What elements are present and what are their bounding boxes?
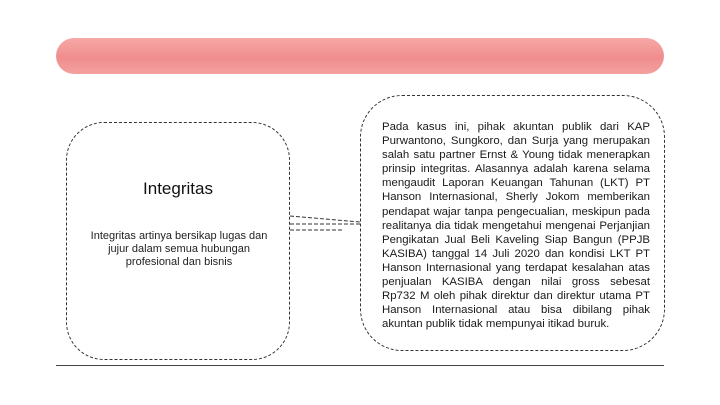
connector-lines [290, 214, 362, 234]
connector-line-top [290, 216, 360, 222]
card-description: Integritas artinya bersikap lugas dan jujur dalam semua hubungan profesional dan bisnis [90, 230, 268, 268]
case-explanation-text: Pada kasus ini, pihak akuntan publik dari KAP Purwantono, Sungkoro, dan Surja yang merupakan salah satu partner Ernst & Young tidak menerapkan prinsip integritas. Alasannya adalah karena selama mengaudit Laporan Keuangan Tahunan (LKT) PT Hanson Internasional, Sherly Jokom memberikan pendapat wajar tanpa pengecualian, meskipun pada realitanya dia tidak mengetahui mengenai Perjanjian Pengikatan Jual Beli Kaveling Siap Bangun (PPJB KASIBA) tanggal 14 Juli 2020 dan kondisi LKT PT Hanson Internasional yang terdapat kesalahan atas penjualan KASIBA dengan nilai gross sebesat Rp732 M oleh pihak direktur dan direktur utama PT Hanson Internasional atau bisa dibilang pihak akuntan publik tidak mempunyai itikad buruk. [382, 121, 650, 331]
title-banner [56, 38, 664, 74]
case-explanation-card [360, 95, 665, 351]
integritas-card [66, 122, 290, 360]
bottom-divider [56, 365, 664, 366]
card-title: Integritas [143, 179, 213, 198]
